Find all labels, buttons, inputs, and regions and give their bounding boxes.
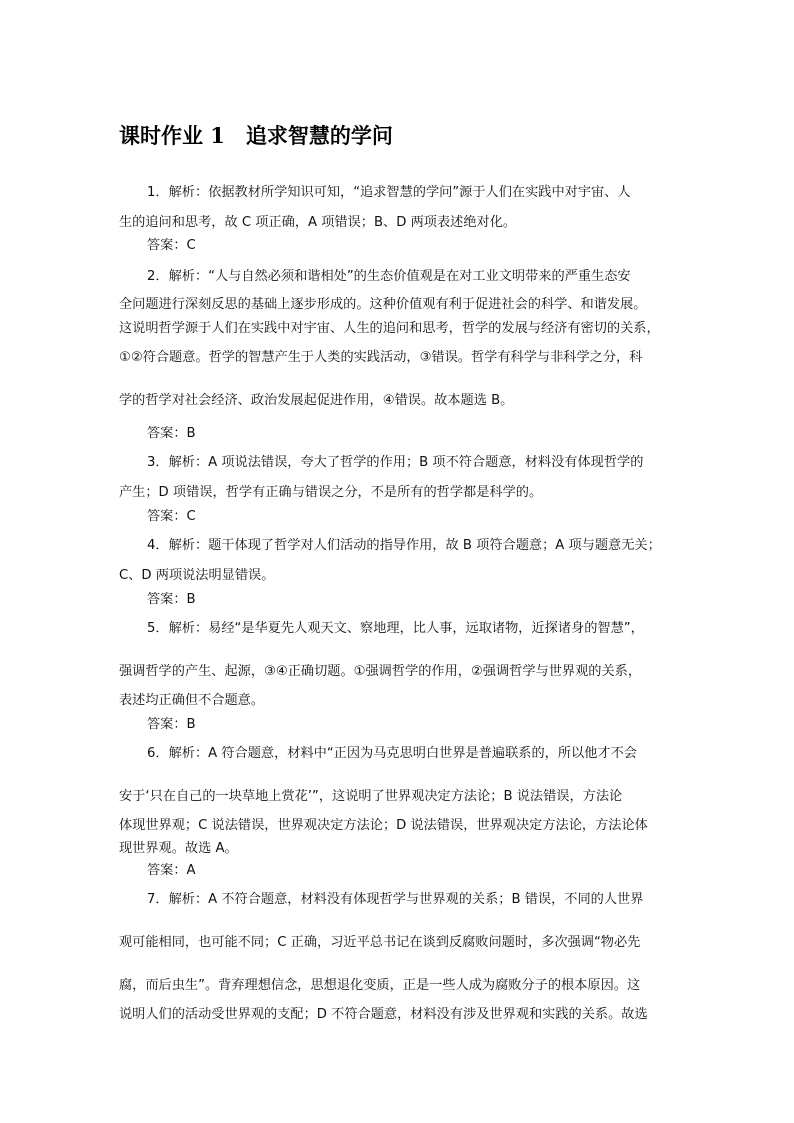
item-5-answer: 答案：B	[147, 717, 196, 732]
item-3-answer: 答案：C	[147, 509, 196, 524]
item-4-line-1: 4．解析：题干体现了哲学对人们活动的指导作用，故 B 项符合题意；A 项与题意无关；	[147, 538, 661, 553]
item-2-line-3: 这说明哲学源于人们在实践中对宇宙、人生的追问和思考，哲学的发展与经济有密切的关系，	[119, 321, 660, 336]
item-6-line-3: 体现世界观；C 说法错误，世界观决定方法论；D 说法错误，世界观决定方法论，方法论体	[119, 818, 648, 833]
item-4-answer: 答案：B	[147, 592, 196, 607]
item-5-line-1: 5．解析：易经“是华夏先人观天文、察地理，比人事，远取诸物，近探诸身的智慧”，	[147, 621, 644, 636]
item-7-line-2: 观可能相同，也可能不同；C 正确，习近平总书记在谈到反腐败问题时，多次强调“物必先	[119, 935, 641, 950]
item-3-line-2: 产生；D 项错误，哲学有正确与错误之分，不是所有的哲学都是科学的。	[119, 485, 543, 500]
page-title: 课时作业 1 追求智慧的学问	[119, 123, 393, 148]
item-1-line-2: 生的追问和思考，故 C 项正确，A 项错误；B、D 两项表述绝对化。	[119, 215, 517, 230]
item-6-answer: 答案：A	[147, 863, 196, 878]
item-5-line-2: 强调哲学的产生、起源，③④正确切题。①强调哲学的作用，②强调哲学与世界观的关系，	[119, 664, 642, 679]
item-7-line-3: 腐，而后虫生”。背弃理想信念，思想退化变质，正是一些人成为腐败分子的根本原因。这	[119, 978, 641, 993]
item-6-line-1: 6．解析：A 符合题意，材料中“正因为马克思明白世界是普遍联系的，所以他才不会	[147, 746, 637, 761]
item-2-answer: 答案：B	[147, 426, 196, 441]
item-2-line-4: ①②符合题意。哲学的智慧产生于人类的实践活动，③错误。哲学有科学与非科学之分，科	[119, 350, 643, 365]
item-6-line-2: 安于‘只在自己的一块草地上赏花’”，这说明了世界观决定方法论；B 说法错误，方法论	[119, 789, 623, 804]
item-7-line-1: 7．解析：A 不符合题意，材料没有体现哲学与世界观的关系；B 错误，不同的人世界	[147, 892, 644, 907]
item-2-line-2: 全问题进行深刻反思的基础上逐步形成的。这种价值观有利于促进社会的科学、和谐发展。	[119, 297, 647, 312]
item-4-line-2: C、D 两项说法明显错误。	[119, 568, 275, 583]
item-2-line-1: 2．解析：“人与自然必须和谐相处”的生态价值观是在对工业文明带来的严重生态安	[147, 269, 631, 284]
item-3-line-1: 3．解析：A 项说法错误，夸大了哲学的作用；B 项不符合题意，材料没有体现哲学的	[147, 455, 644, 470]
item-1-line-1: 1．解析：依据教材所学知识可知，“追求智慧的学问”源于人们在实践中对宇宙、人	[147, 185, 631, 200]
item-5-line-3: 表述均正确但不合题意。	[119, 693, 265, 708]
item-1-answer: 答案：C	[147, 238, 196, 253]
item-2-line-5: 学的哲学对社会经济、政治发展起促进作用，④错误。故本题选 B。	[119, 393, 514, 408]
item-7-line-4: 说明人们的活动受世界观的支配；D 不符合题意，材料没有涉及世界观和实践的关系。故选	[119, 1007, 648, 1022]
item-6-line-4: 现世界观。故选 A。	[119, 841, 238, 856]
